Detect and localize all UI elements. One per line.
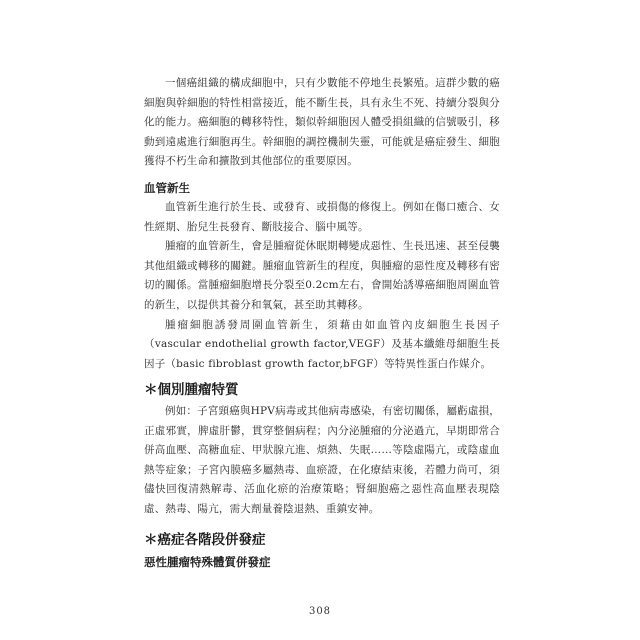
intro-paragraph: 一個癌組織的構成細胞中，只有少數能不停地生長繁殖。這群少數的癌細胞與幹細胞的特性相當接近，能不斷生長，具有永生不死、持續分裂與分化的能力。癌細胞的轉移特性，類似幹細胞因人體受損組織的信號吸引，移動到遠處進行細胞再生。幹細胞的調控機制失靈，可能就是癌症發生、細胞獲得不朽生命和擴散到其他部位的重要原因。	[144, 77, 500, 168]
vessel-paragraph-3: 腫瘤細胞誘發周圍血管新生，須藉由如血管內皮細胞生長因子（vascular endothelial growth factor,VEGF）及基本纖維母細胞生長因子（basic fibroblast growth factor,bFGF）等特異性蛋白作媒介。	[144, 318, 500, 370]
vessel-paragraph-2: 腫瘤的血管新生，會是腫瘤從休眠期轉變成惡性、生長迅速、甚至侵襲其他組織或轉移的關鍵。腫瘤血管新生的程度，與腫瘤的惡性度及轉移有密切的關係。當腫瘤細胞增長分裂至0.2cm左右，會開始誘導癌細胞周圍血管的新生，以提供其養分和氧氣，甚至助其轉移。	[144, 240, 500, 311]
individual-tumor-section	[144, 402, 500, 520]
stage-complications-heading: ＊癌症各階段併發症	[144, 532, 266, 548]
vessel-heading: 血管新生	[144, 181, 190, 195]
individual-tumor-paragraph: 例如：子宮頸癌與HPV病毒或其他病毒感染，有密切關係，屬虧虛損，正虛邪實，脾虛肝鬱，貫穿整個病程；內分泌腫瘤的分泌過亢，早期即常合併高血壓、高糖血症、甲狀腺亢進、煩熱、失眠……等陰虛陽亢，或陰虛血熱等症象；子宮內膜癌多屬熱毒、血瘀證，在化療結束後，若體力尚可，須儘快回復清熱解毒、活血化瘀的治療策略；腎細胞癌之惡性高血壓表現陰虛、熱毒、陽亢，需大劑量養陰退熱、重鎮安神。	[144, 405, 500, 515]
vessel-paragraph-1: 血管新生進行於生長、或發育、或損傷的修復上。例如在傷口癒合、女性經期、胎兒生長發育、斷肢接合、腦中風等。	[144, 201, 500, 233]
intro-section	[144, 74, 500, 172]
vessel-section	[144, 198, 500, 374]
individual-tumor-heading: ＊個別腫瘤特質	[144, 382, 239, 398]
stage-complications-subheading: 惡性腫瘤特殊體質併發症	[144, 555, 271, 569]
page-number: 308	[308, 606, 332, 617]
